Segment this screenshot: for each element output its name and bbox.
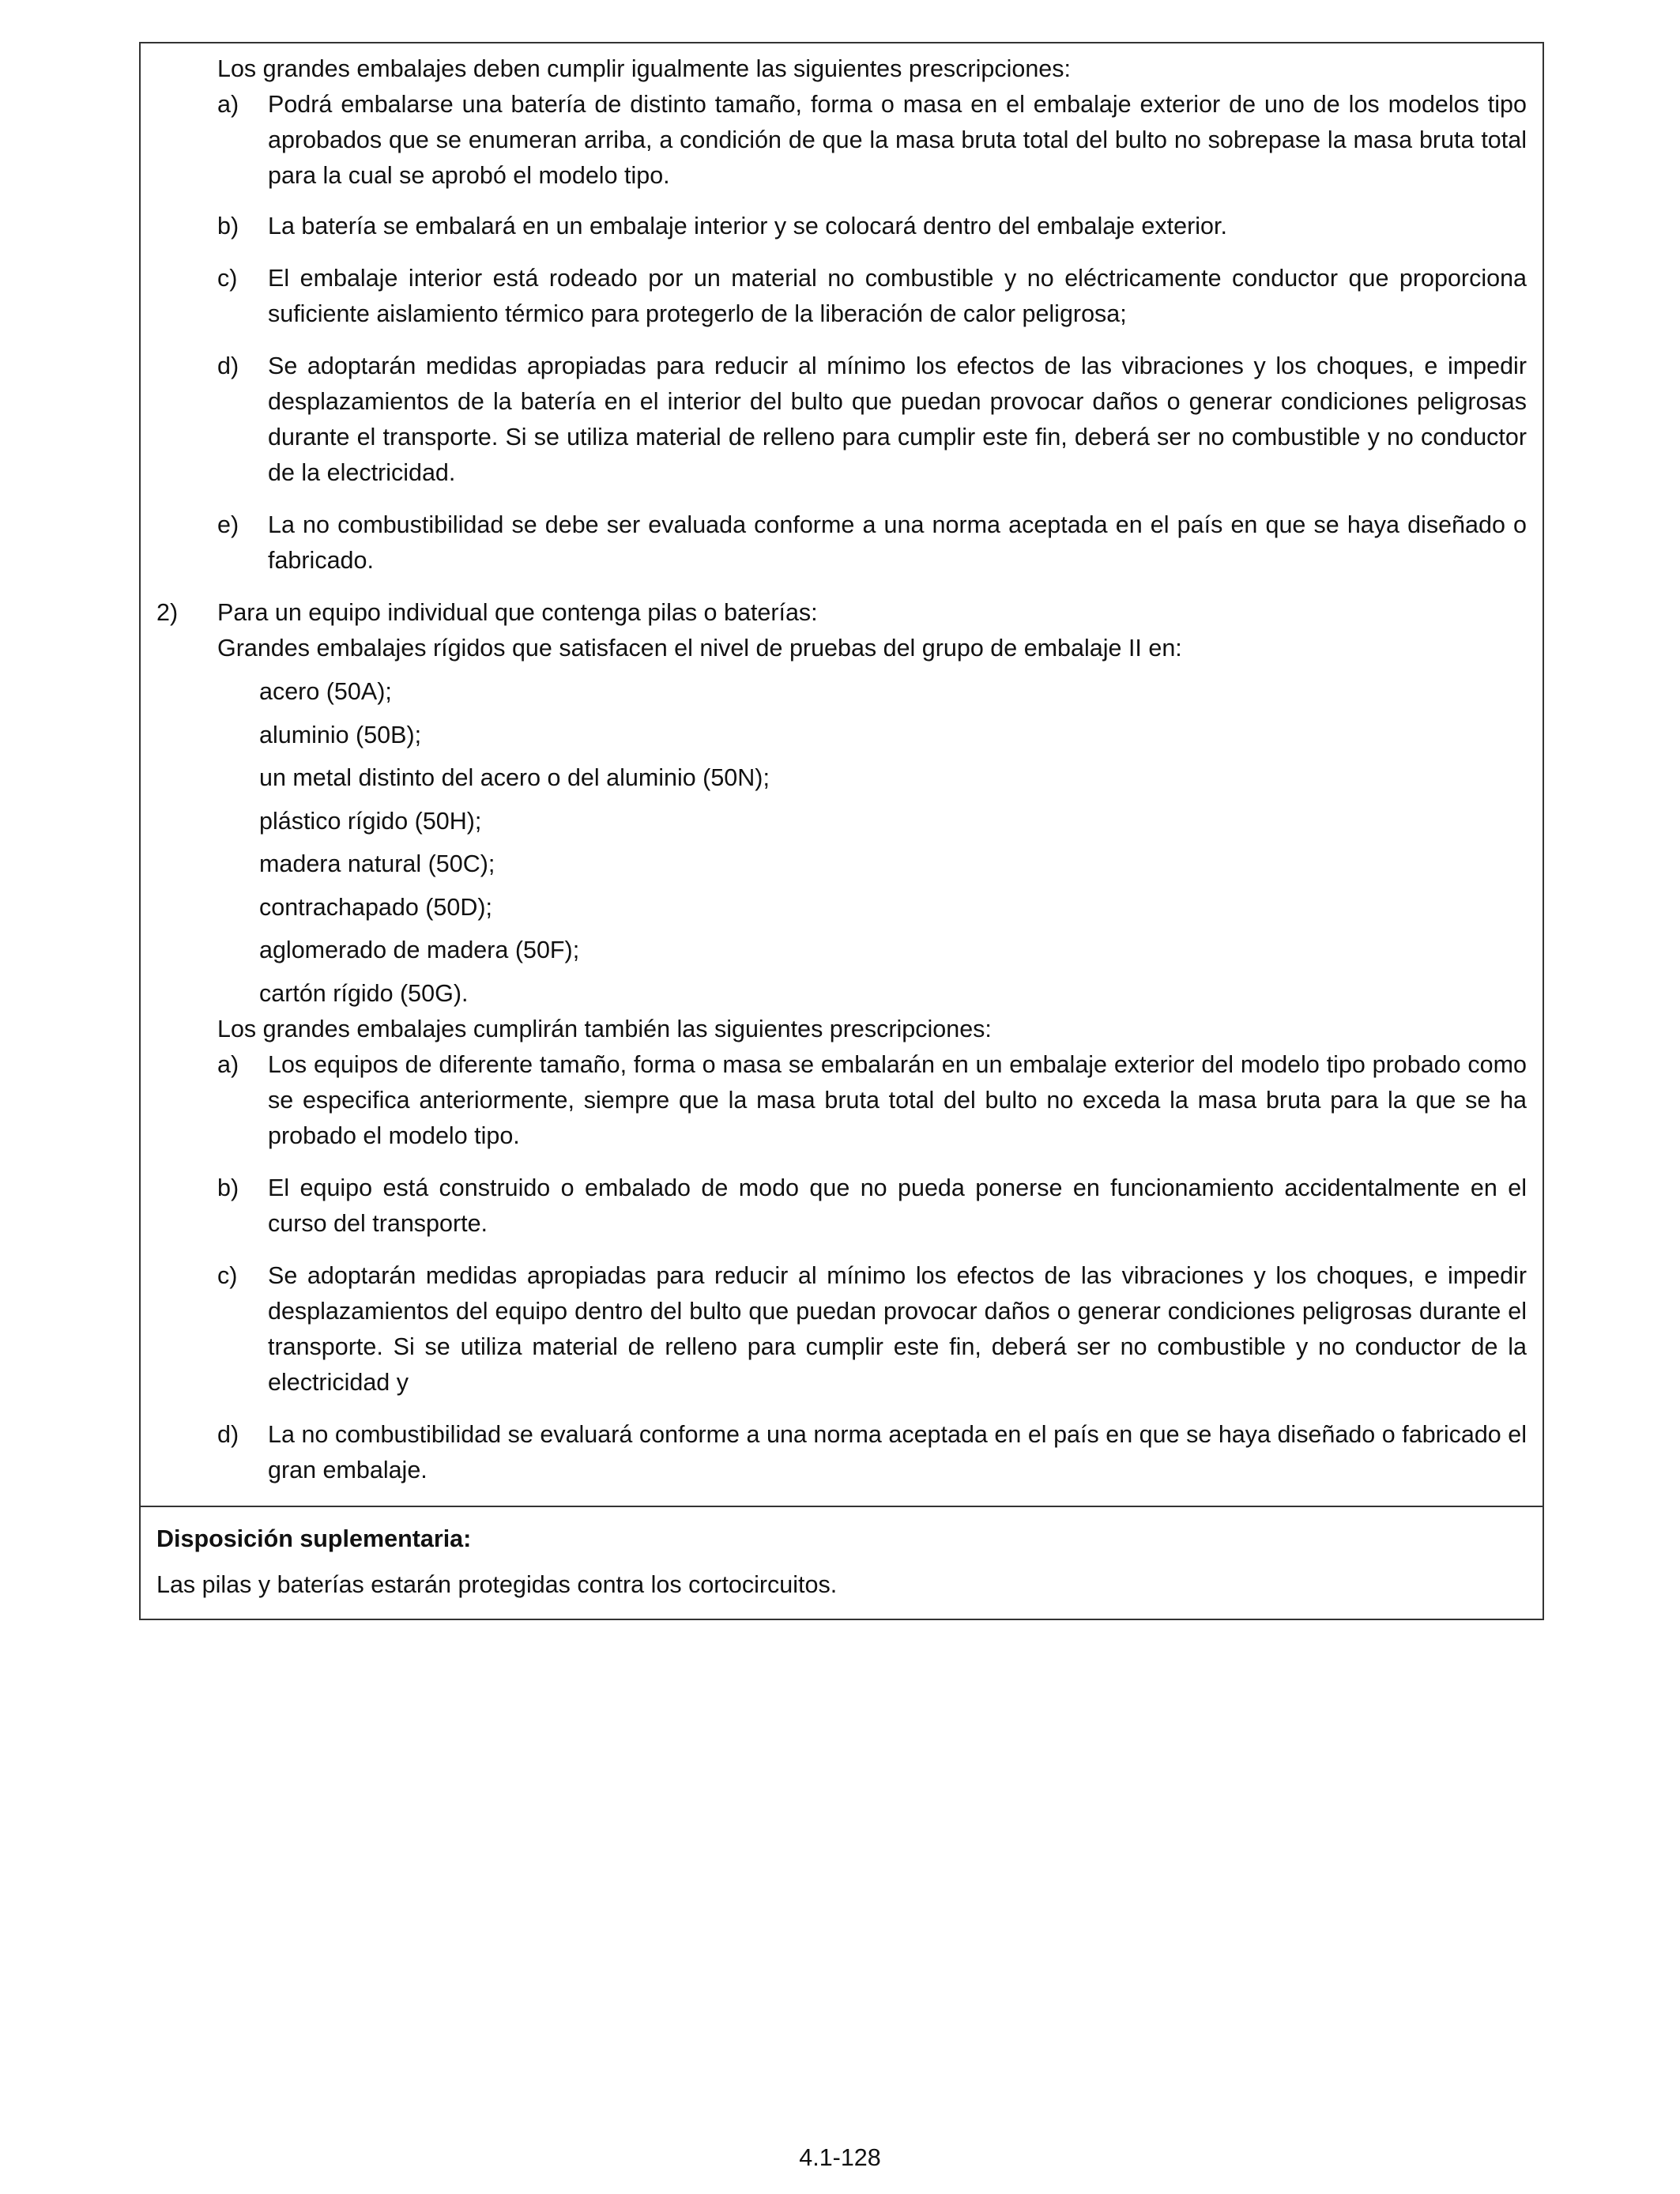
page-number: 4.1-128 [799, 2144, 881, 2171]
item-text: Podrá embalarse una batería de distinto tamaño, forma o masa en el embalaje exterior de uno de los modelos tipo aprobados que se enumeran arriba, a condición de que la masa bruta total del bulto no sobrepase la masa bruta total para la cual se aprobó el modelo tipo. [268, 91, 1527, 189]
material-item: cartón rígido (50G). [259, 979, 469, 1007]
section-2-heading-row [156, 595, 1527, 631]
item-text: La no combustibilidad se evaluará conforme a una norma aceptada en el país en que se haya diseñado o fabricado el gran embalaje. [268, 1420, 1527, 1483]
item-text: El equipo está construido o embalado de modo que no pueda ponerse en funcionamiento accidentalmente en el curso del transporte. [268, 1174, 1527, 1237]
supplementary-provision-cell [141, 1507, 1543, 1619]
material-list [156, 674, 1527, 1012]
item-label: d) [217, 352, 239, 379]
section-1-item-d [156, 349, 1527, 491]
material-item: plástico rígido (50H); [259, 807, 482, 835]
section-2-item-d [156, 1417, 1527, 1488]
item-label: a) [217, 91, 239, 118]
section-1-item-e [156, 507, 1527, 579]
item-label: d) [217, 1420, 239, 1448]
section-1-intro: Los grandes embalajes deben cumplir igualmente las siguientes prescripciones: [217, 55, 1071, 82]
item-label: c) [217, 1261, 238, 1289]
material-item: madera natural (50C); [259, 850, 495, 877]
section-2-heading: Para un equipo individual que contenga pilas o baterías: [217, 599, 818, 626]
item-label: c) [217, 265, 238, 292]
section-1-item-c [156, 261, 1527, 332]
section-2-label: 2) [156, 599, 179, 626]
material-item: acero (50A); [259, 678, 392, 705]
item-text: Se adoptarán medidas apropiadas para reducir al mínimo los efectos de las vibraciones y los choques, e impedir desplazamientos de la batería en el interior del bulto que puedan provocar daños o generar condiciones peligrosas durante el transporte. Si se utiliza material de relleno para cumplir este fin, deberá ser no combustible y no conductor de la electricidad. [268, 352, 1527, 486]
item-text: La batería se embalará en un embalaje interior y se colocará dentro del embalaje exterior. [268, 213, 1227, 239]
main-provision-cell [141, 43, 1543, 1507]
item-text: La no combustibilidad se debe ser evaluada conforme a una norma aceptada en el país en que se haya diseñado o fabricado. [268, 511, 1527, 574]
supplementary-title: Disposición suplementaria: [156, 1525, 472, 1552]
material-item: un metal distinto del acero o del aluminio (50N); [259, 764, 770, 791]
item-text: Los equipos de diferente tamaño, forma o masa se embalarán en un embalaje exterior del modelo tipo probado como se especifica anteriormente, siempre que la masa bruta total del bulto no exceda la masa bruta para la que se ha probado el modelo tipo. [268, 1050, 1527, 1149]
section-2-item-c [156, 1258, 1527, 1400]
item-label: e) [217, 511, 239, 538]
section-2-subheading: Grandes embalajes rígidos que satisfacen el nivel de pruebas del grupo de embalaje II en: [217, 635, 1182, 662]
material-item: contrachapado (50D); [259, 893, 493, 921]
section-2-intro: Los grandes embalajes cumplirán también las siguientes prescripciones: [217, 1015, 992, 1042]
provision-table [139, 42, 1544, 1620]
section-2-item-a [156, 1047, 1527, 1154]
item-label: b) [217, 1174, 239, 1201]
item-label: a) [217, 1050, 239, 1078]
item-text: El embalaje interior está rodeado por un material no combustible y no eléctricamente conductor que proporciona suficiente aislamiento térmico para protegerlo de la liberación de calor peligrosa; [268, 265, 1527, 327]
section-1-item-a [156, 87, 1527, 194]
item-label: b) [217, 213, 239, 239]
item-text: Se adoptarán medidas apropiadas para reducir al mínimo los efectos de las vibraciones y los choques, e impedir desplazamientos del equipo dentro del bulto que puedan provocar daños o generar condiciones peligrosas durante el transporte. Si se utiliza material de relleno para cumplir este fin, deberá ser no combustible y no conductor de la electricidad y [268, 1261, 1527, 1396]
section-1-item-b [156, 209, 1527, 244]
supplementary-text: Las pilas y baterías estarán protegidas contra los cortocircuitos. [156, 1570, 838, 1598]
material-item: aluminio (50B); [259, 721, 422, 748]
section-2-item-b [156, 1171, 1527, 1242]
material-item: aglomerado de madera (50F); [259, 937, 580, 963]
